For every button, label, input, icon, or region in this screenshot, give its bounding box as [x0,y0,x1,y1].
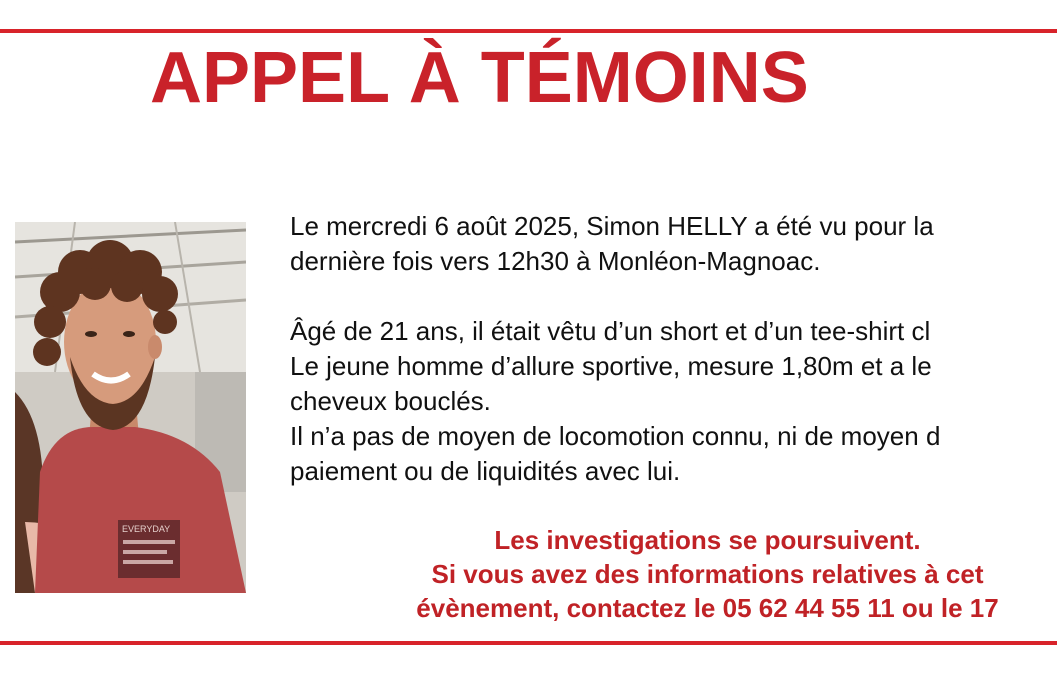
contact-callout [340,523,1057,625]
missing-person-photo [15,222,246,593]
portrait-illustration [15,222,246,593]
description-line: Le jeune homme d’allure sportive, mesure 1,80m et a le [290,351,932,381]
description-line: Âgé de 21 ans, il était vêtu d’un short et d’un tee-shirt cl [290,316,931,346]
callout-line: Si vous avez des informations relatives à cet [431,559,984,589]
bottom-red-rule [0,641,1057,645]
description-line: Il n’a pas de moyen de locomotion connu, ni de moyen d [290,421,941,451]
top-red-rule [0,29,1057,33]
shirt-print-text: EVERYDAY [122,524,171,534]
callout-line: évènement, contactez le 05 62 44 55 11 ou le 17 [416,593,999,623]
description-line: Le mercredi 6 août 2025, Simon HELLY a été vu pour la [290,211,934,241]
description-line: dernière fois vers 12h30 à Monléon-Magnoac. [290,246,821,276]
callout-line: Les investigations se poursuivent. [494,525,921,555]
poster-title: APPEL À TÉMOINS [150,38,809,118]
description-text [290,209,1057,489]
paragraph-gap [290,279,1057,314]
description-line: paiement ou de liquidités avec lui. [290,456,681,486]
description-line: cheveux bouclés. [290,386,491,416]
